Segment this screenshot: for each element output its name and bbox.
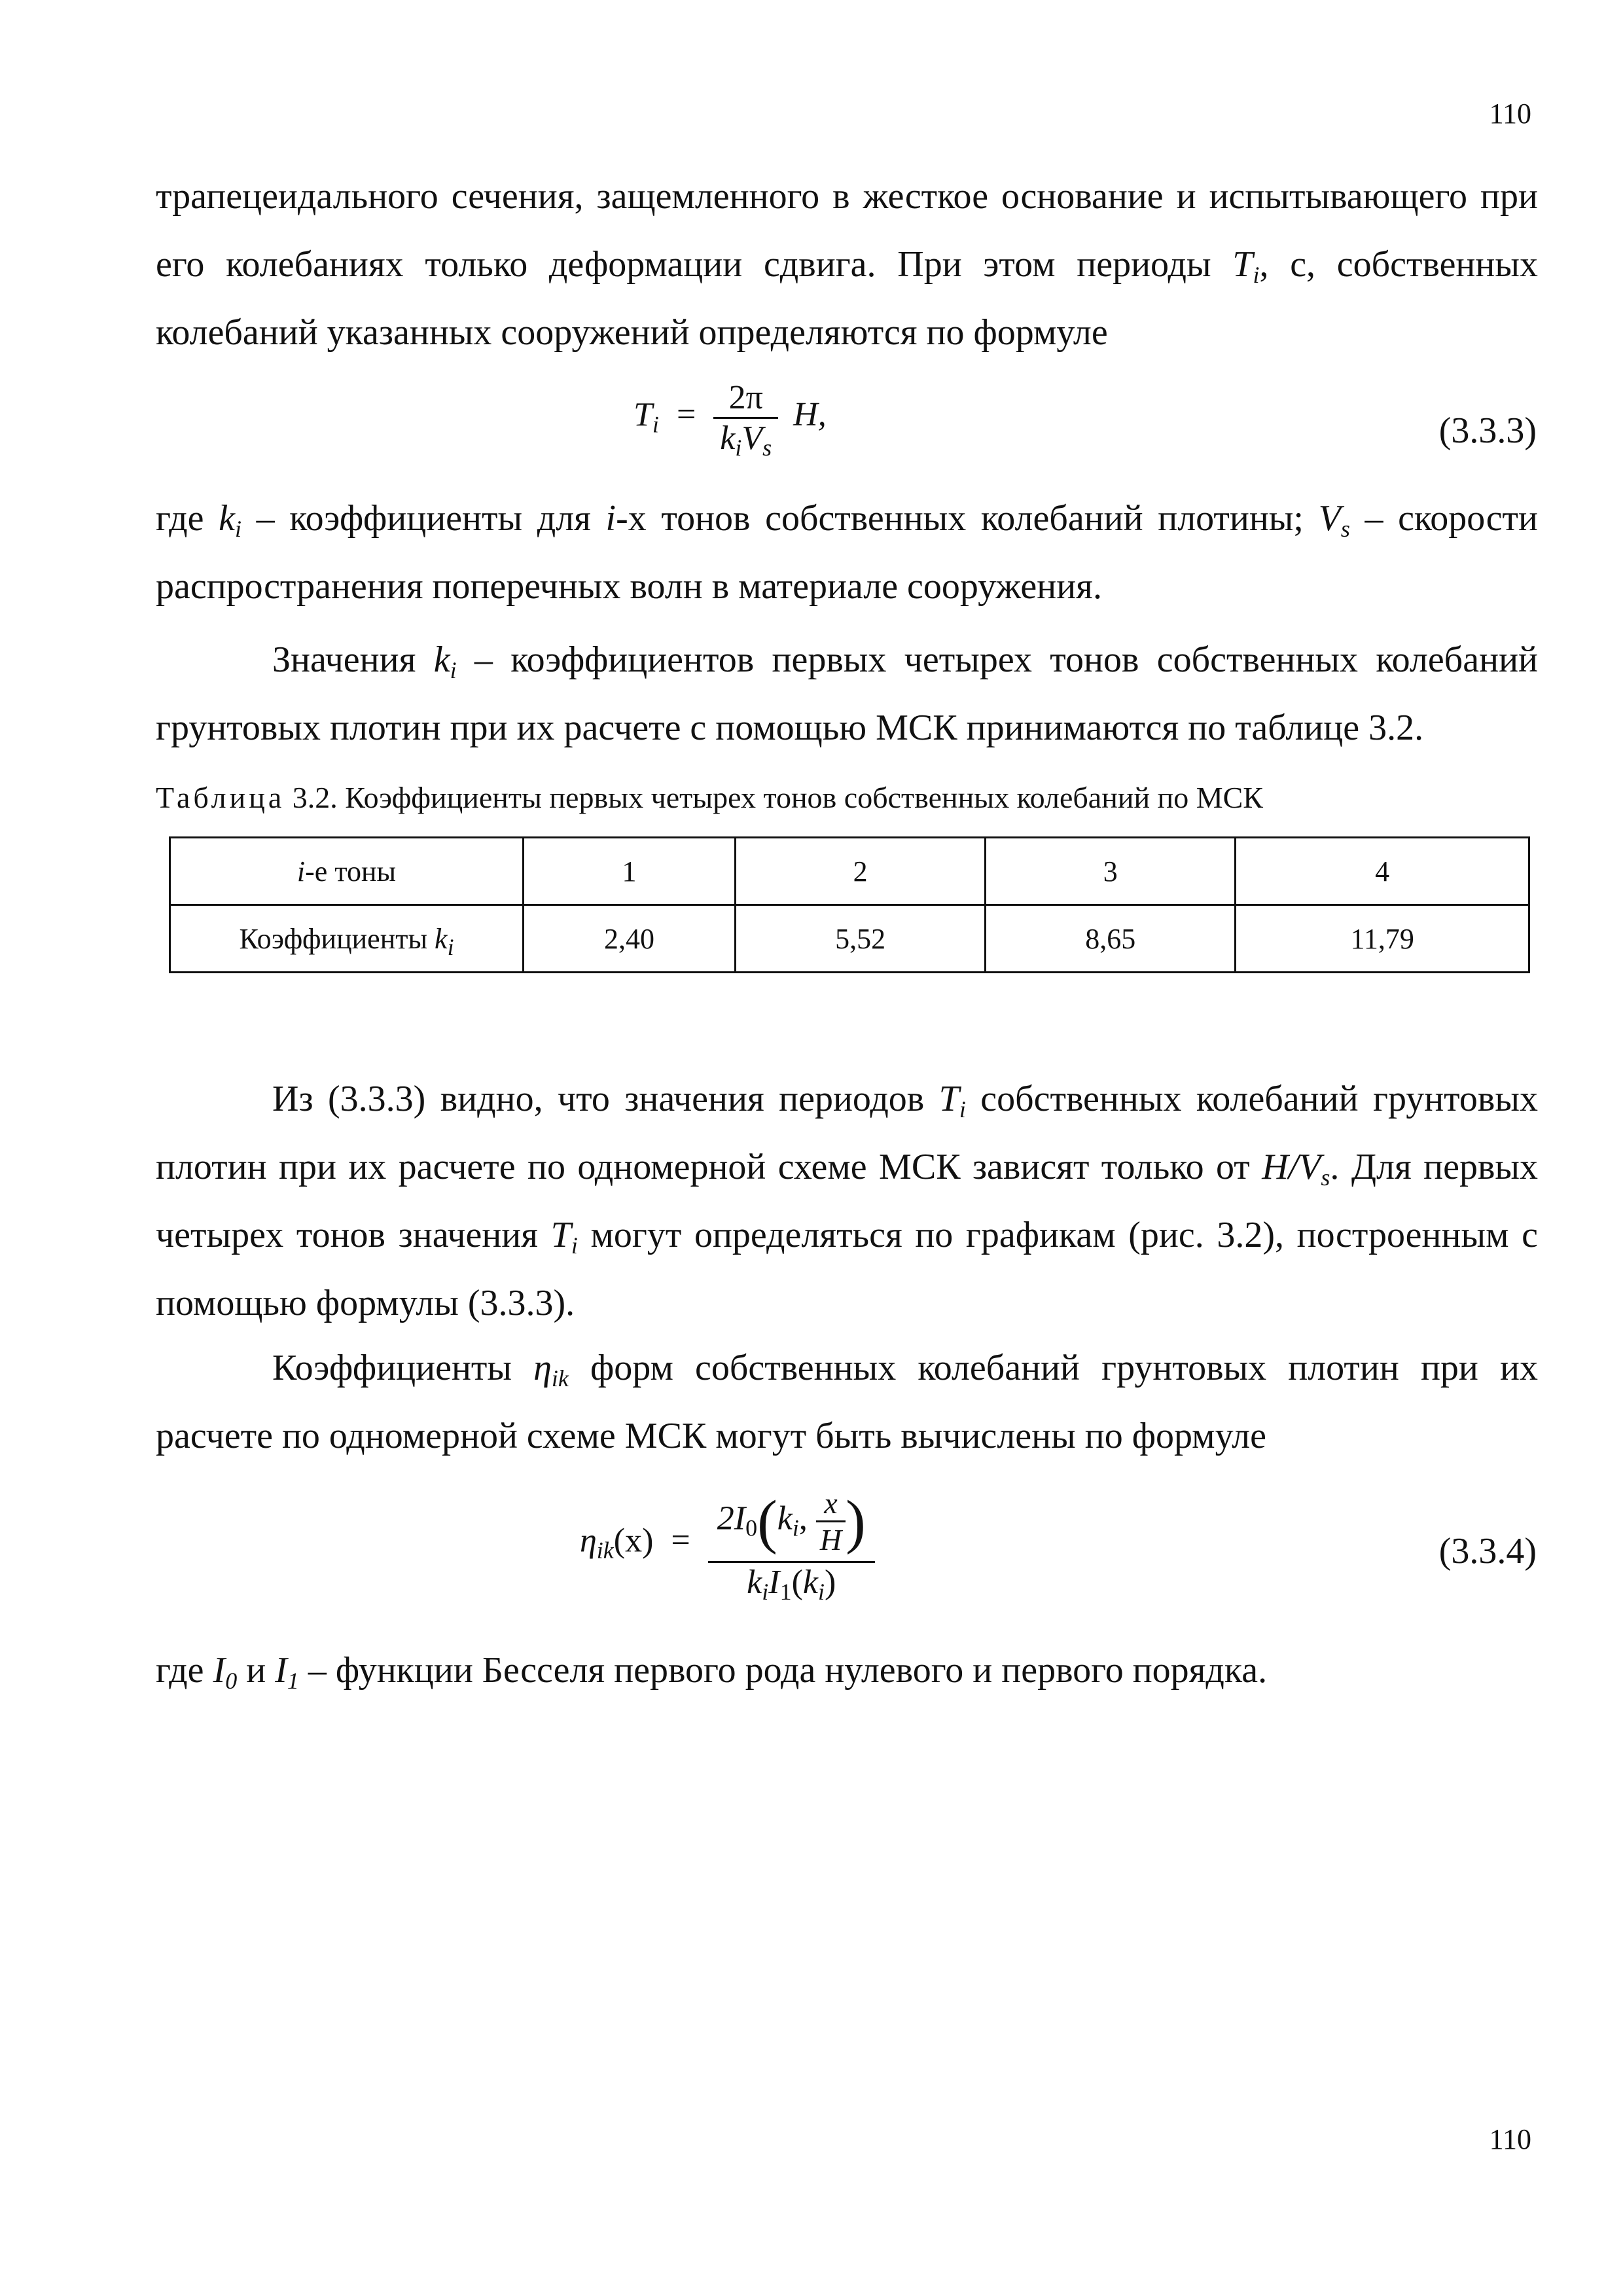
row-sub-i: i bbox=[447, 933, 454, 960]
den-k-sub: i bbox=[735, 435, 742, 461]
table-row-label bbox=[170, 905, 524, 973]
table-caption bbox=[156, 780, 1263, 815]
row-var-k: k bbox=[435, 922, 448, 955]
paragraph-text: форм собственных колебаний грунтовых плотин при их расчете по одномерной схеме МСК могут быть вычислены по формуле bbox=[156, 1348, 1538, 1456]
table-cell: 8,65 bbox=[986, 905, 1236, 973]
table-cell: 4 bbox=[1236, 838, 1529, 905]
fraction-numerator bbox=[708, 1486, 875, 1563]
fraction-denominator bbox=[708, 1563, 875, 1605]
fraction bbox=[708, 1486, 875, 1605]
paragraph-text: трапецеидального сечения, защемленного в жесткое основание и испытывающего при его колебаниях только деформации сдвига. При этом периоды bbox=[156, 176, 1538, 285]
var-eta: η bbox=[533, 1348, 552, 1388]
subscript-s: s bbox=[1321, 1164, 1330, 1191]
row-label-text: Коэффициенты bbox=[239, 922, 435, 955]
formula-lhs: T bbox=[633, 396, 652, 434]
table-header-cell bbox=[170, 838, 524, 905]
var-T: T bbox=[550, 1215, 571, 1255]
paragraph-values bbox=[156, 626, 1538, 762]
num-k-sub: i bbox=[792, 1515, 799, 1541]
paragraph-text: Из (3.3.3) видно, что значения периодов bbox=[272, 1079, 939, 1119]
inner-denominator: H bbox=[819, 1523, 842, 1556]
paragraph-where bbox=[156, 484, 1538, 620]
paragraph-text: – коэффициенты для bbox=[241, 498, 606, 539]
var-T: T bbox=[938, 1079, 959, 1119]
paragraph-bessel bbox=[156, 1636, 1538, 1704]
table-cell: 1 bbox=[524, 838, 736, 905]
var-I: I bbox=[275, 1650, 287, 1691]
var-k: k bbox=[433, 639, 450, 680]
paragraph-text: – функции Бесселя первого рода нулевого и первого порядка. bbox=[298, 1650, 1268, 1691]
paragraph-continuation bbox=[156, 162, 1538, 367]
header-var-i: i bbox=[296, 855, 306, 888]
den-V: V bbox=[741, 420, 763, 457]
paragraph-text: – скорости распространения поперечных волн в материале сооружения. bbox=[156, 498, 1538, 607]
paragraph-text: -х тонов собственных колебаний плотины; bbox=[616, 498, 1319, 539]
var-V: V bbox=[1318, 498, 1341, 539]
left-paren: ( bbox=[757, 1488, 777, 1555]
inner-fraction bbox=[816, 1486, 846, 1557]
coefficients-table bbox=[169, 836, 1530, 973]
page-number-top: 110 bbox=[1489, 98, 1531, 130]
subscript-i: i bbox=[235, 516, 242, 542]
caption-text: 3.2. Коэффициенты первых четырех тонов собственных колебаний по МСК bbox=[285, 781, 1263, 814]
formula-lhs-sub: i bbox=[652, 411, 659, 438]
den-k: k bbox=[720, 420, 736, 457]
paragraph-text: и bbox=[237, 1650, 276, 1691]
header-text: -е тоны bbox=[305, 855, 397, 888]
formula-3-3-3 bbox=[633, 378, 827, 461]
var-I: I bbox=[213, 1650, 226, 1691]
den-V-sub: s bbox=[762, 435, 772, 461]
var-k: k bbox=[219, 498, 236, 539]
var-i: i bbox=[605, 498, 616, 539]
table-cell: 11,79 bbox=[1236, 905, 1529, 973]
equals-sign: = bbox=[671, 1522, 690, 1560]
page-number-bottom: 110 bbox=[1489, 2123, 1531, 2155]
paragraph-text: где bbox=[156, 1650, 213, 1691]
formula-tail: H, bbox=[793, 396, 827, 434]
table-cell: 3 bbox=[986, 838, 1236, 905]
table-cell: 2,40 bbox=[524, 905, 736, 973]
formula-eta-sub: ik bbox=[596, 1537, 614, 1564]
var-HV: H/V bbox=[1262, 1147, 1321, 1187]
paragraph-text: собственных колебаний грунтовых плотин при их расчете по одномерной схеме МСК зависят только от bbox=[156, 1079, 1538, 1187]
paragraph-text: Коэффициенты bbox=[272, 1348, 534, 1388]
paragraph-text: – коэффициентов первых четырех тонов собственных колебаний грунтовых плотин при их расчете с помощью МСК принимаются по таблице 3.2. bbox=[156, 639, 1539, 748]
table-cell: 5,52 bbox=[736, 905, 986, 973]
subscript-i: i bbox=[450, 657, 457, 683]
fraction-numerator: 2π bbox=[713, 378, 778, 419]
den-close-paren: ) bbox=[825, 1564, 836, 1601]
equals-sign: = bbox=[676, 396, 696, 434]
caption-label: Таблица bbox=[156, 781, 285, 814]
paragraph-text: , с, собственных колебаний указанных сооружений определяются по формуле bbox=[156, 244, 1538, 353]
subscript-0: 0 bbox=[225, 1668, 238, 1694]
subscript-i: i bbox=[959, 1096, 966, 1122]
equation-number-3-3-4: (3.3.4) bbox=[1438, 1531, 1537, 1571]
fraction bbox=[713, 378, 778, 461]
subscript-ik: ik bbox=[551, 1365, 569, 1391]
equation-number-3-3-3: (3.3.3) bbox=[1438, 410, 1537, 451]
formula-eta: η bbox=[580, 1522, 597, 1560]
subscript-i: i bbox=[571, 1232, 578, 1259]
table-row bbox=[170, 905, 1529, 973]
num-coef: 2I bbox=[717, 1499, 746, 1537]
paragraph-text: где bbox=[156, 498, 219, 539]
var-T: T bbox=[1232, 244, 1253, 285]
table-cell: 2 bbox=[736, 838, 986, 905]
paragraph-text: могут определяться по графикам (рис. 3.2), построенным с помощью формулы (3.3.3). bbox=[156, 1215, 1539, 1323]
num-k: k bbox=[777, 1499, 793, 1537]
formula-3-3-4 bbox=[580, 1486, 875, 1605]
right-paren: ) bbox=[846, 1488, 866, 1555]
paragraph-text: Значения bbox=[272, 639, 434, 680]
den-k2-sub: i bbox=[817, 1579, 825, 1605]
den-k-sub: i bbox=[762, 1579, 769, 1605]
den-k: k bbox=[747, 1564, 762, 1601]
table-header-row bbox=[170, 838, 1529, 905]
den-I-sub: 1 bbox=[779, 1579, 792, 1605]
subscript-s: s bbox=[1340, 516, 1350, 542]
formula-arg: (x) bbox=[613, 1522, 654, 1560]
subscript-1: 1 bbox=[287, 1668, 299, 1694]
paragraph-text: . Для первых четырех тонов значения bbox=[156, 1147, 1539, 1255]
subscript-i: i bbox=[1253, 262, 1260, 288]
inner-numerator: x bbox=[816, 1486, 846, 1522]
fraction-denominator bbox=[713, 419, 778, 461]
den-k2: k bbox=[802, 1564, 818, 1601]
num-sub: 0 bbox=[745, 1515, 758, 1541]
paragraph-analysis bbox=[156, 1065, 1538, 1337]
comma: , bbox=[798, 1499, 808, 1537]
den-I: I bbox=[768, 1564, 780, 1601]
paragraph-shapes bbox=[156, 1334, 1538, 1470]
den-open-paren: ( bbox=[791, 1564, 803, 1601]
